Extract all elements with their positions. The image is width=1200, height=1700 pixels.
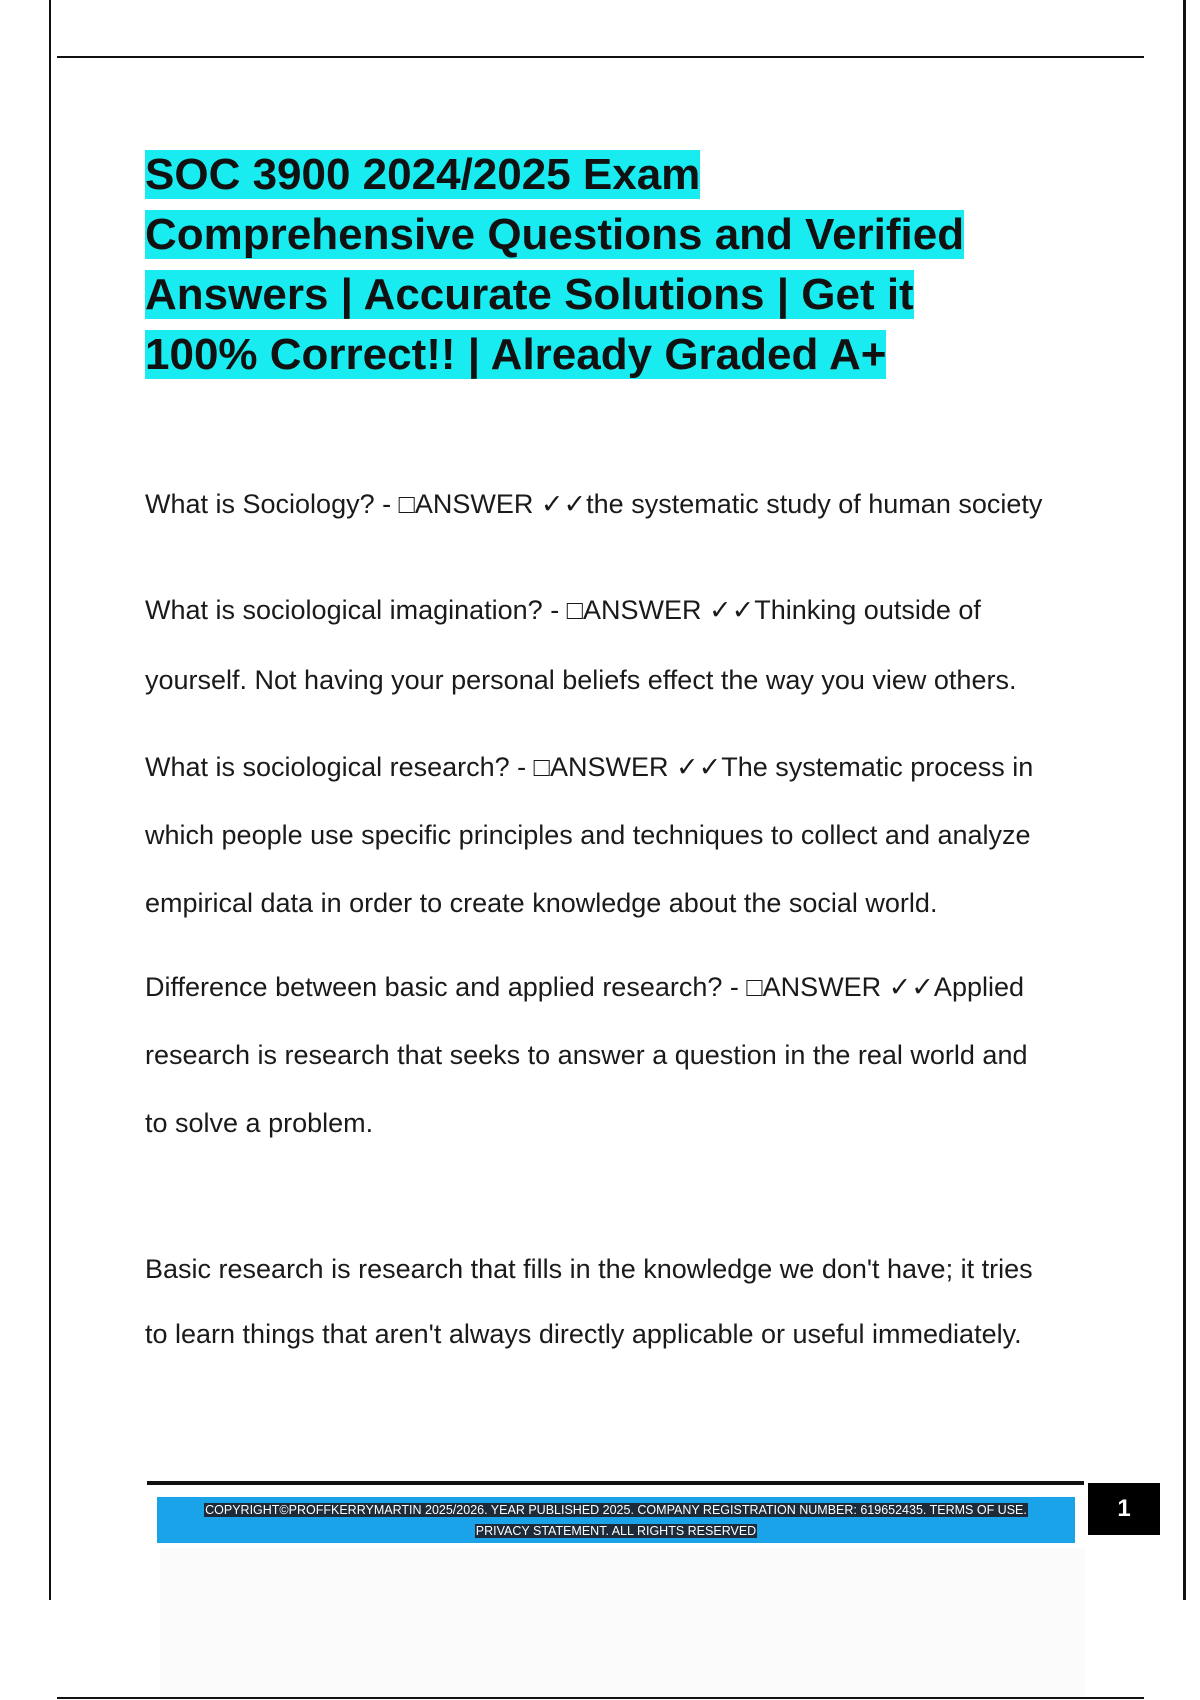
document-title: [145, 145, 1095, 385]
qa-line: which people use specific principles and techniques to collect and analyze: [145, 820, 1031, 850]
title-line: SOC 3900 2024/2025 Exam: [145, 150, 701, 199]
qa-line: yourself. Not having your personal beliefs effect the way you view others.: [145, 665, 1017, 695]
qa-line: empirical data in order to create knowledge about the social world.: [145, 888, 938, 918]
bottom-rule: [57, 1697, 1144, 1699]
page-border-left: [49, 0, 51, 1600]
title-line: Comprehensive Questions and Verified: [145, 210, 965, 259]
qa-item-sociology: [145, 484, 1095, 524]
qa-line: What is Sociology? - □ANSWER ✓✓the systematic study of human society: [145, 489, 1043, 519]
copyright-line: PRIVACY STATEMENT. ALL RIGHTS RESERVED: [475, 1524, 757, 1538]
header-rule: [57, 56, 1144, 58]
qa-line: Difference between basic and applied research? - □ANSWER ✓✓Applied: [145, 972, 1025, 1002]
copyright-notice: [157, 1500, 1075, 1542]
qa-line: to learn things that aren't always directly applicable or useful immediately.: [145, 1319, 1022, 1349]
qa-item-basic-research: [145, 1237, 1095, 1367]
copyright-line: COPYRIGHT©PROFFKERRYMARTIN 2025/2026. YEAR PUBLISHED 2025. COMPANY REGISTRATION NUMBER: 619652435. TERMS OF USE.: [205, 1503, 1027, 1517]
title-line: 100% Correct!! | Already Graded A+: [145, 330, 887, 379]
page-shadow: [160, 1548, 1085, 1698]
qa-item-sociological-imagination: [145, 575, 1095, 715]
qa-line: Basic research is research that fills in the knowledge we don't have; it tries: [145, 1254, 1033, 1284]
title-line: Answers | Accurate Solutions | Get it: [145, 270, 914, 319]
qa-line: What is sociological imagination? - □ANSWER ✓✓Thinking outside of: [145, 595, 981, 625]
qa-item-basic-vs-applied: [145, 953, 1095, 1157]
qa-line: What is sociological research? - □ANSWER ✓✓The systematic process in: [145, 752, 1034, 782]
qa-line: research is research that seeks to answer a question in the real world and: [145, 1040, 1028, 1070]
qa-line: to solve a problem.: [145, 1108, 374, 1138]
page-number: 1: [1088, 1483, 1160, 1535]
page-border-right: [1183, 0, 1186, 1600]
footer-rule: [147, 1481, 1084, 1485]
qa-item-sociological-research: [145, 733, 1095, 937]
